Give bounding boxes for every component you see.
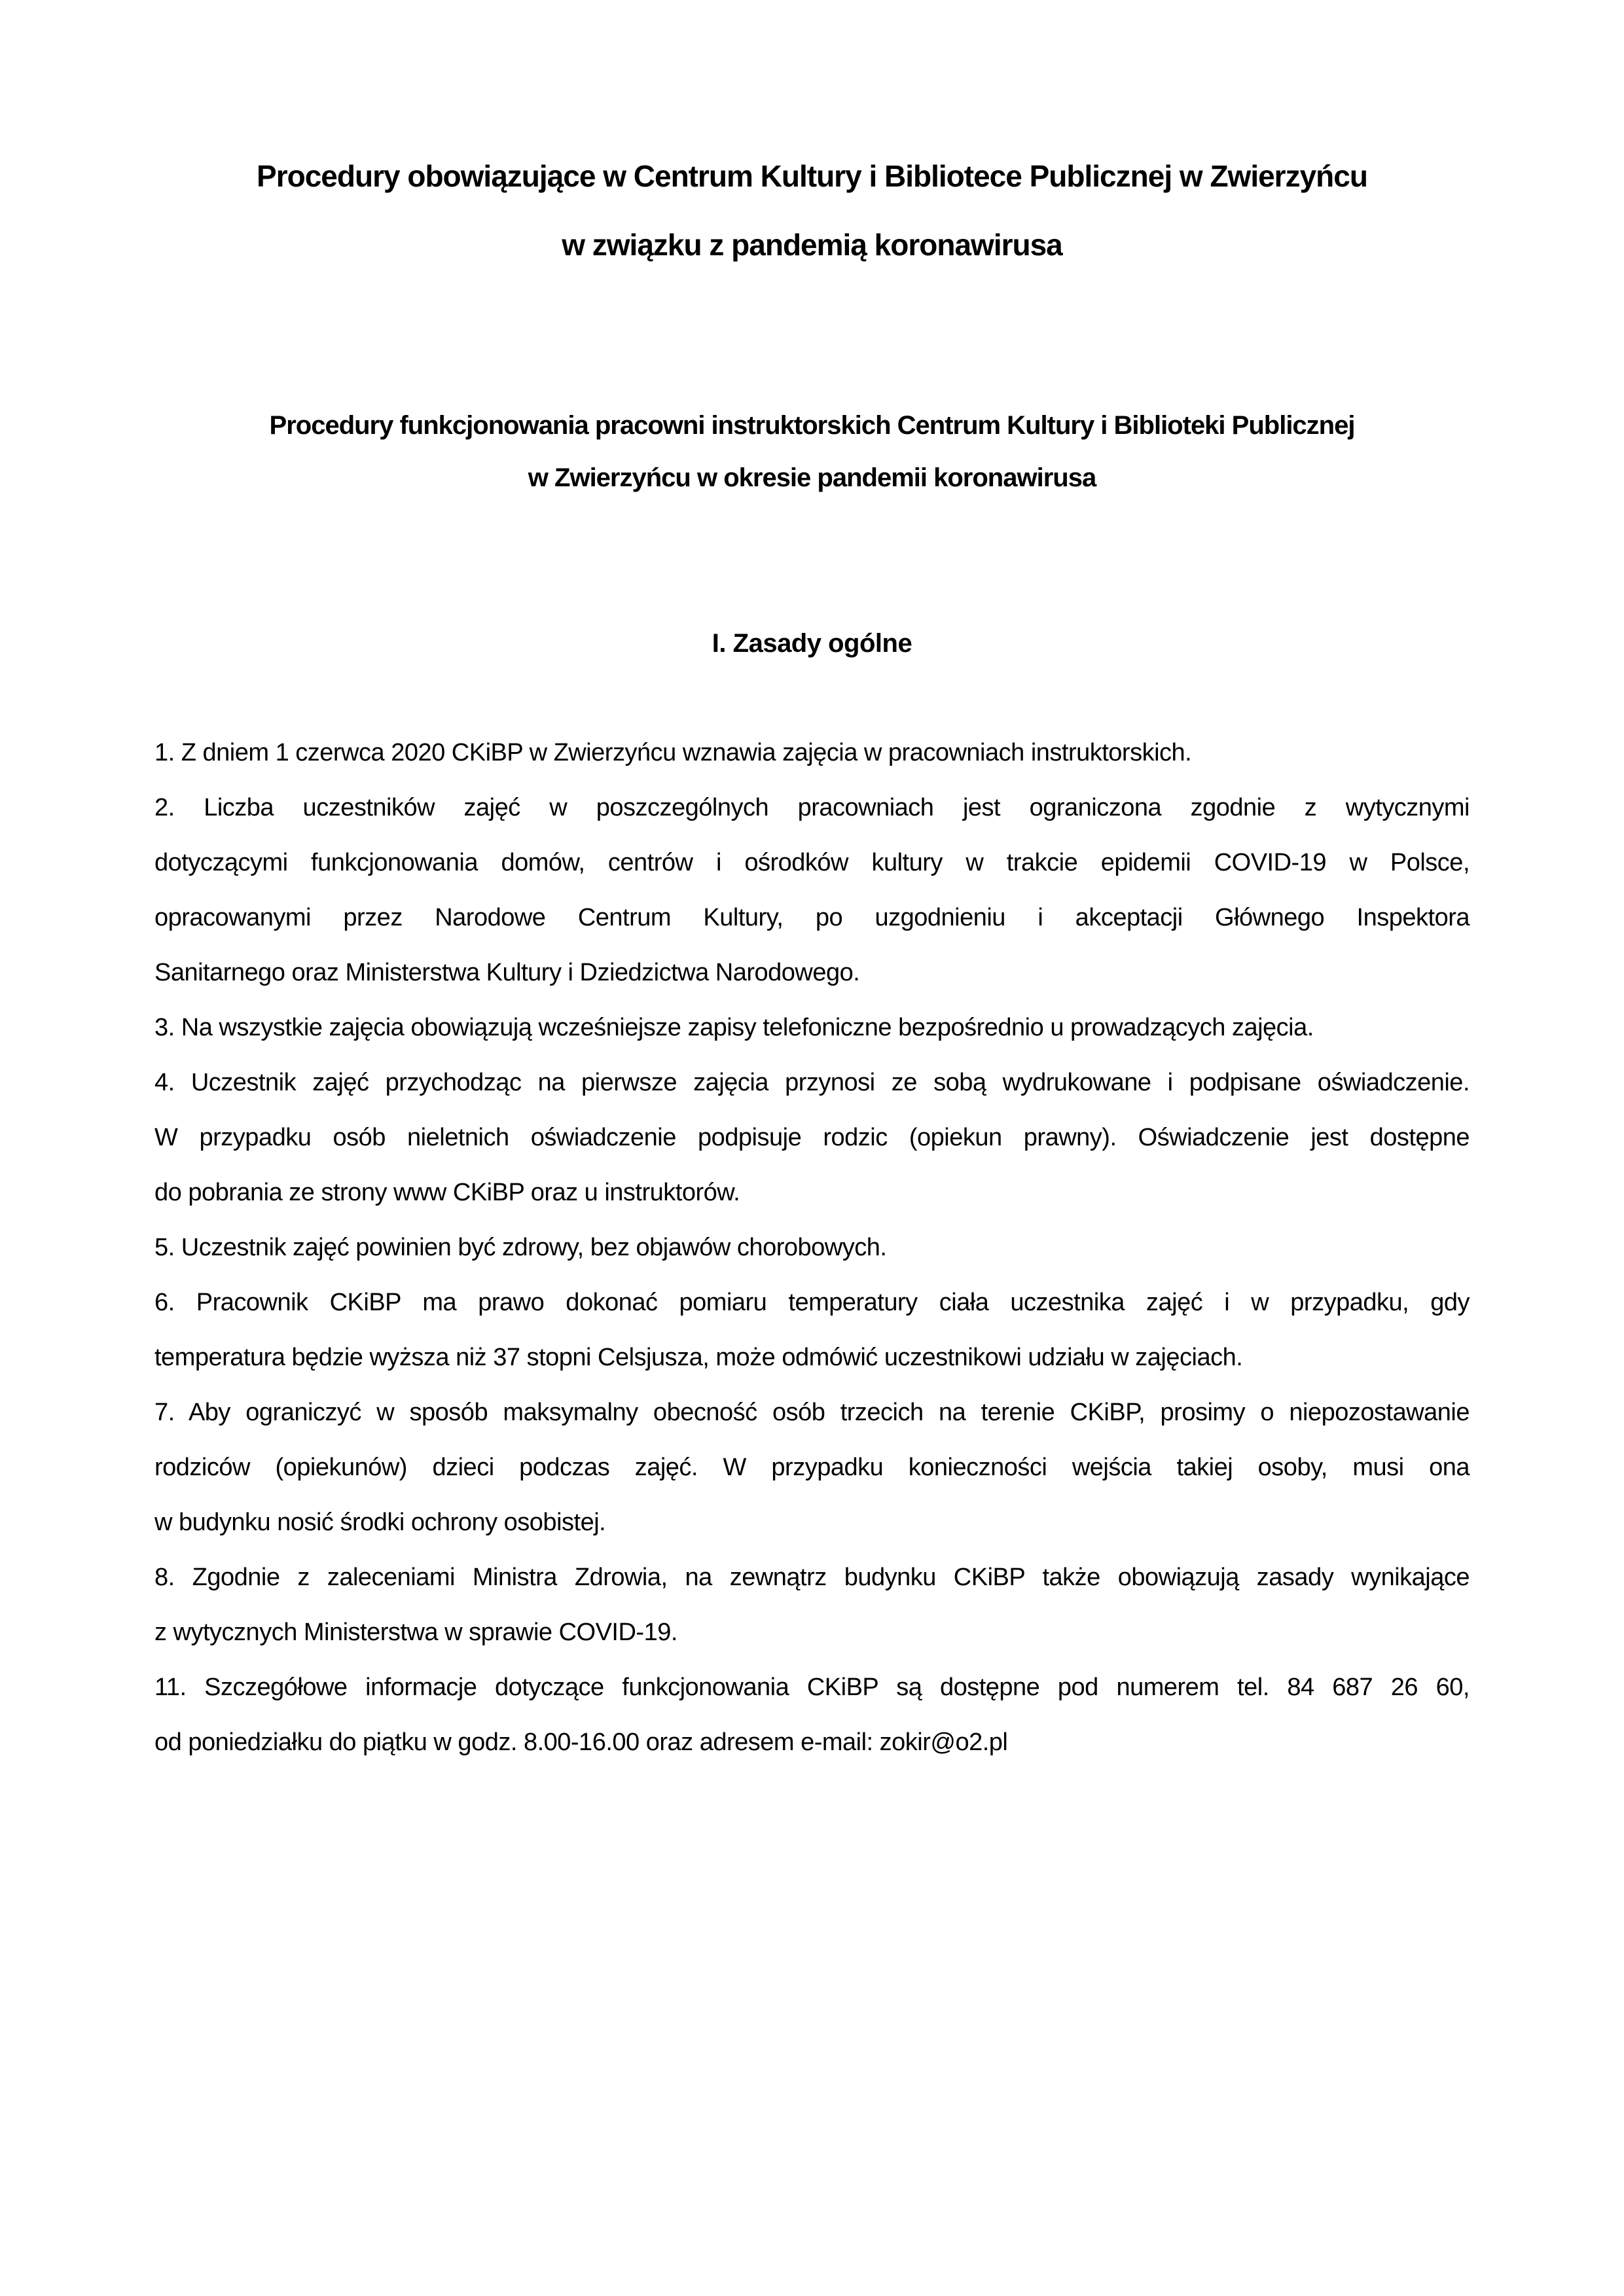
document-body	[154, 725, 1470, 1770]
document-subtitle	[154, 399, 1470, 504]
text-line: 2. Liczba uczestników zajęć w poszczególnych pracowniach jest ograniczona zgodnie z wytycznymi	[154, 794, 1470, 821]
paragraph-7	[154, 1385, 1470, 1550]
paragraph-4	[154, 1055, 1470, 1220]
text-line: 11. Szczegółowe informacje dotyczące funkcjonowania CKiBP są dostępne pod numerem tel. 84 687 26 60,	[154, 1674, 1470, 1701]
text-line: Sanitarnego oraz Ministerstwa Kultury i Dziedzictwa Narodowego.	[154, 959, 860, 986]
text-line: do pobrania ze strony www CKiBP oraz u instruktorów.	[154, 1179, 740, 1206]
title-line-1: Procedury obowiązujące w Centrum Kultury i Bibliotece Publicznej w Zwierzyńcu	[257, 159, 1367, 193]
text-line: W przypadku osób nieletnich oświadczenie podpisuje rodzic (opiekun prawny). Oświadczenie jest dostępne	[154, 1124, 1470, 1151]
text-line: 3. Na wszystkie zajęcia obowiązują wcześniejsze zapisy telefoniczne bezpośrednio u prowadzących zajęcia.	[154, 1014, 1314, 1041]
text-line: dotyczącymi funkcjonowania domów, centrów i ośrodków kultury w trakcie epidemii COVID-19 w Polsce,	[154, 849, 1470, 876]
text-line: temperatura będzie wyższa niż 37 stopni Celsjusza, może odmówić uczestnikowi udziału w zajęciach.	[154, 1344, 1243, 1371]
text-line: 5. Uczestnik zajęć powinien być zdrowy, bez objawów chorobowych.	[154, 1234, 887, 1261]
text-line: 6. Pracownik CKiBP ma prawo dokonać pomiaru temperatury ciała uczestnika zajęć i w przypadku, gdy	[154, 1289, 1470, 1316]
text-line: w budynku nosić środki ochrony osobistej.	[154, 1509, 606, 1536]
paragraph-8	[154, 1550, 1470, 1660]
subtitle-line-1: Procedury funkcjonowania pracowni instruktorskich Centrum Kultury i Biblioteki Publicznej	[269, 411, 1355, 440]
text-line: 8. Zgodnie z zaleceniami Ministra Zdrowia, na zewnątrz budynku CKiBP także obowiązują zasady wynikające	[154, 1564, 1470, 1591]
paragraph-1	[154, 725, 1470, 780]
text-line: opracowanymi przez Narodowe Centrum Kultury, po uzgodnieniu i akceptacji Głównego Inspektora	[154, 904, 1470, 931]
text-line: 1. Z dniem 1 czerwca 2020 CKiBP w Zwierzyńcu wznawia zajęcia w pracowniach instruktorskich.	[154, 739, 1192, 766]
text-line: z wytycznych Ministerstwa w sprawie COVID-19.	[154, 1619, 677, 1646]
title-line-2: w związku z pandemią koronawirusa	[562, 228, 1062, 262]
paragraph-6	[154, 1275, 1470, 1385]
paragraph-3	[154, 1000, 1470, 1055]
text-line: 4. Uczestnik zajęć przychodząc na pierwsze zajęcia przynosi ze sobą wydrukowane i podpisane oświadczenie.	[154, 1069, 1470, 1096]
subtitle-line-2: w Zwierzyńcu w okresie pandemii koronawirusa	[528, 463, 1096, 492]
paragraph-2	[154, 780, 1470, 1000]
paragraph-9	[154, 1660, 1470, 1770]
text-line: rodziców (opiekunów) dzieci podczas zajęć. W przypadku konieczności wejścia takiej osoby, musi ona	[154, 1454, 1470, 1481]
paragraph-5	[154, 1220, 1470, 1275]
section-heading: I. Zasady ogólne	[712, 629, 912, 658]
text-line: od poniedziałku do piątku w godz. 8.00-16.00 oraz adresem e-mail: zokir@o2.pl	[154, 1729, 1008, 1756]
text-line: 7. Aby ograniczyć w sposób maksymalny obecność osób trzecich na terenie CKiBP, prosimy o niepozostawanie	[154, 1399, 1470, 1426]
document-title	[154, 142, 1470, 279]
